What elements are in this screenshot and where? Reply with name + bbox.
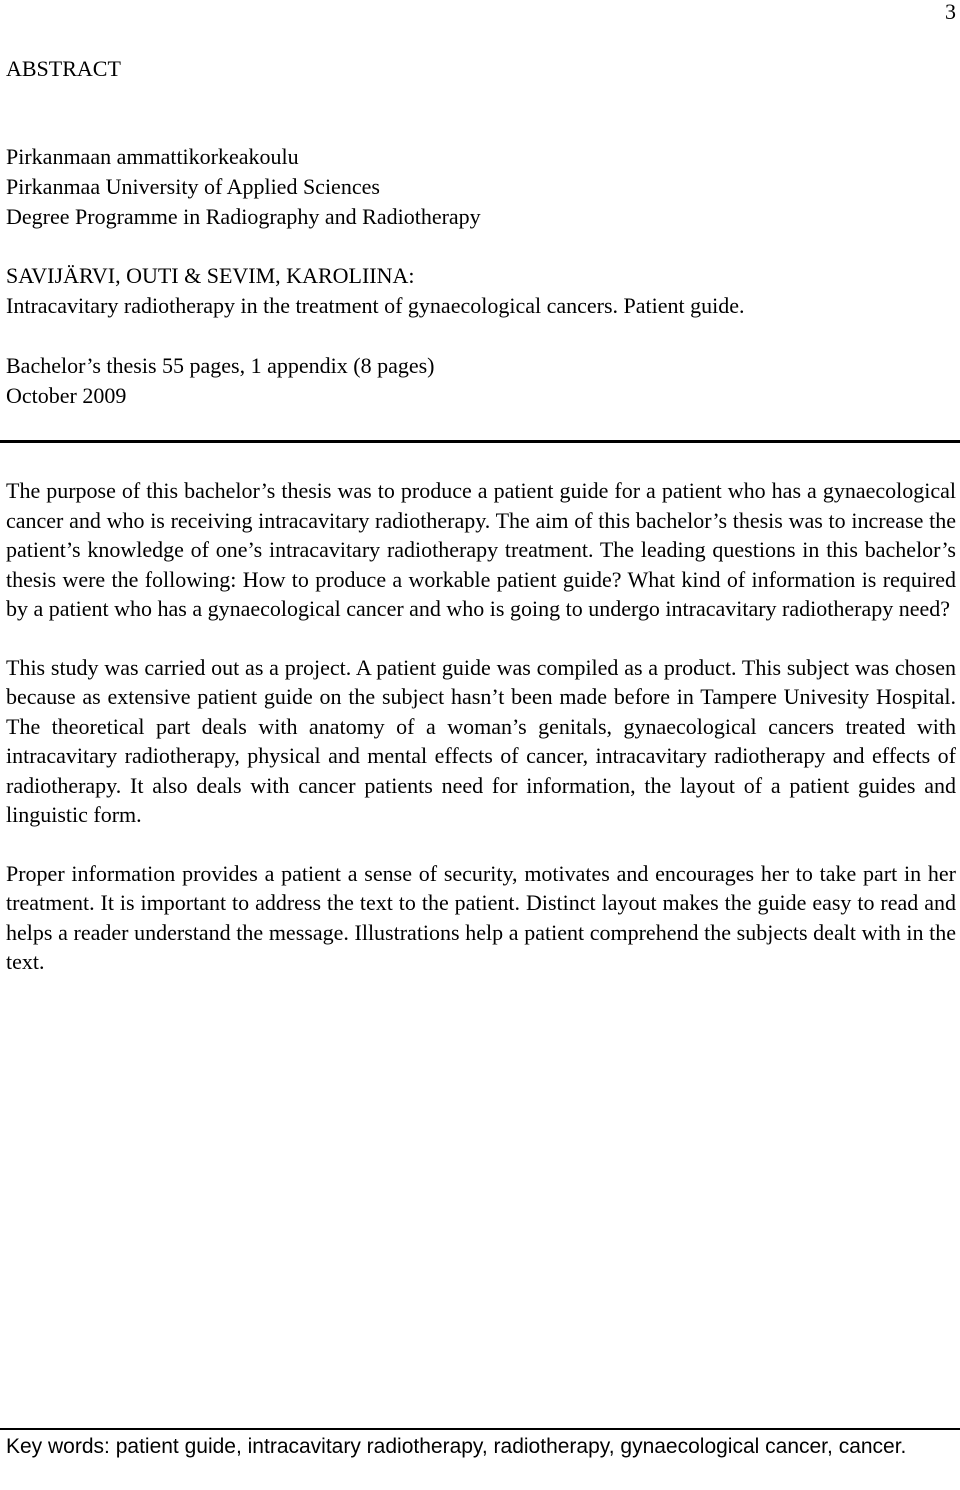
institution-name-fi: Pirkanmaan ammattikorkeakoulu bbox=[6, 144, 299, 169]
keywords: Key words: patient guide, intracavitary radiotherapy, radiotherapy, gynaecological cancer, cancer. bbox=[6, 1435, 907, 1458]
abstract-paragraph-conclusion: Proper information provides a patient a sense of security, motivates and encourages her to take part in her treatment. It is important to address the text to the patient. Distinct layout makes the guide easy to read and helps a reader understand the message. Illustrations help a patient comprehend the subjects dealt with in the text. bbox=[6, 860, 956, 974]
institution-block bbox=[6, 142, 481, 232]
institution-name-en: Pirkanmaa University of Applied Sciences bbox=[6, 174, 380, 199]
thesis-extent-block bbox=[6, 351, 434, 411]
page-number: 3 bbox=[945, 0, 956, 24]
thesis-extent: Bachelor’s thesis 55 pages, 1 appendix (8 pages) bbox=[6, 353, 435, 378]
abstract-body bbox=[6, 476, 956, 977]
thesis-title: Intracavitary radiotherapy in the treatment of gynaecological cancers. Patient guide. bbox=[6, 293, 745, 318]
abstract-paragraph-method: This study was carried out as a project. A patient guide was compiled as a product. This subject was chosen because as extensive patient guide on the subject hasn’t been made before in Tampere Univesity Hospital. The theoretical part deals with anatomy of a woman’s genitals, gynaecological cancers treated with intracavitary radiotherapy, physical and mental effects of cancer, intracavitary radiotherapy and effects of radiotherapy. It also deals with cancer patients need for information, the layout of a patient guides and linguistic form. bbox=[6, 654, 956, 827]
thesis-authors: SAVIJÄRVI, OUTI & SEVIM, KAROLIINA: bbox=[6, 263, 415, 288]
degree-programme: Degree Programme in Radiography and Radiotherapy bbox=[6, 204, 481, 229]
abstract-heading: ABSTRACT bbox=[6, 56, 121, 81]
thesis-info-block bbox=[6, 261, 745, 321]
thesis-date: October 2009 bbox=[6, 383, 127, 408]
abstract-paragraph-purpose: The purpose of this bachelor’s thesis was to produce a patient guide for a patient who has a gynaecological cancer and who is receiving intracavitary radiotherapy. The aim of this bachelor’s thesis was to increase the patient’s knowledge of one’s intracavitary radiotherapy treatment. The leading questions in this bachelor’s thesis were the following: How to produce a workable patient guide? What kind of information is required by a patient who has a gynaecological cancer and who is going to undergo intracavitary radiotherapy need? bbox=[6, 478, 956, 621]
keywords-divider bbox=[0, 1428, 960, 1430]
header-divider bbox=[0, 440, 960, 443]
